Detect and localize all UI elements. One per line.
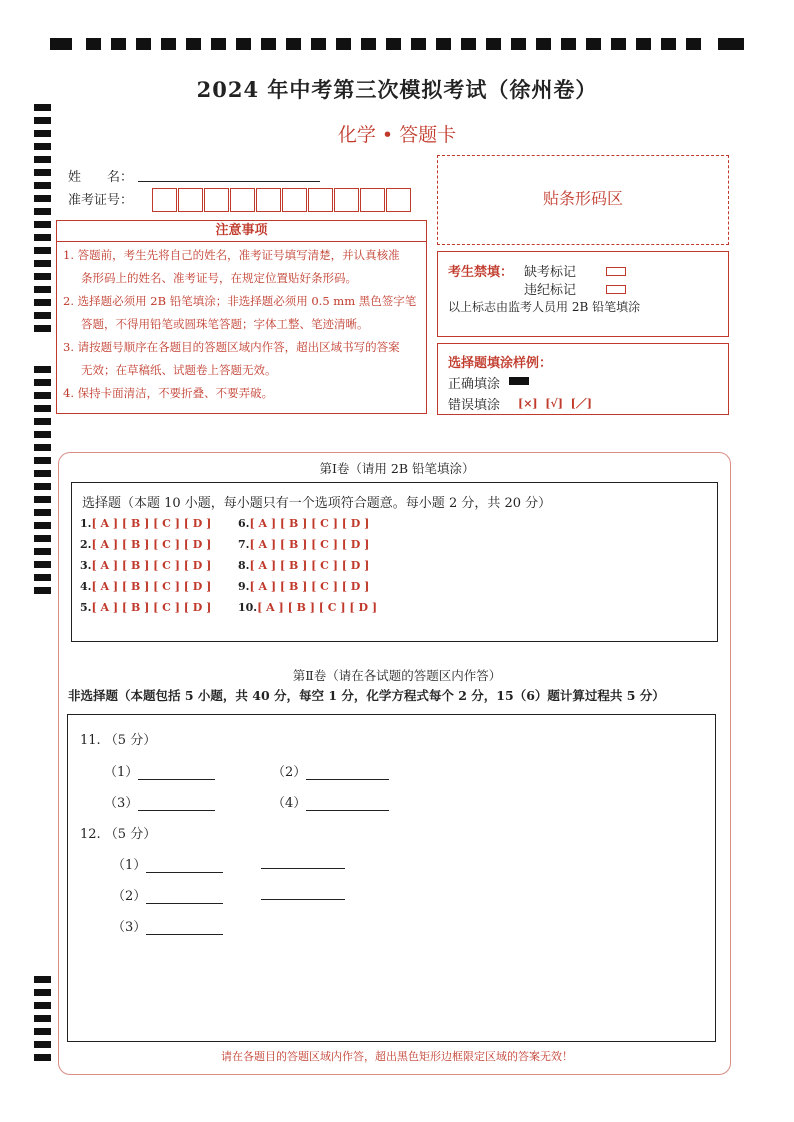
timing-mark (34, 299, 51, 306)
footer-warning: 请在各题目的答题区域内作答，超出黑色矩形边框限定区域的答案无效！ (221, 1050, 573, 1063)
timing-mark (34, 522, 51, 529)
q11-blank-3[interactable]: （3） (104, 792, 215, 811)
notice-title: 注意事项 (57, 221, 426, 242)
choice-question-4[interactable]: 4.[ A ] [ B ] [ C ] [ D ] (80, 580, 212, 593)
timing-mark (34, 156, 51, 163)
timing-mark (34, 208, 51, 215)
notice-box (56, 220, 427, 414)
choice-question-3[interactable]: 3.[ A ] [ B ] [ C ] [ D ] (80, 559, 212, 572)
fill-example-box (437, 343, 729, 415)
choice-question-1[interactable]: 1.[ A ] [ B ] [ C ] [ D ] (80, 517, 212, 530)
timing-mark (34, 247, 51, 254)
exam-id-digit-box[interactable] (256, 188, 281, 212)
exam-id-digit-box[interactable] (360, 188, 385, 212)
timing-mark (561, 38, 576, 50)
timing-mark (661, 38, 676, 50)
timing-mark (436, 38, 451, 50)
absent-mark-box[interactable] (606, 267, 626, 276)
timing-mark (34, 104, 51, 111)
barcode-area (437, 155, 729, 245)
choice-question-6[interactable]: 6.[ A ] [ B ] [ C ] [ D ] (238, 517, 370, 530)
q11-blank-1[interactable]: （1） (104, 761, 215, 780)
timing-mark (34, 1041, 51, 1048)
exam-id-digit-box[interactable] (178, 188, 203, 212)
timing-mark (34, 325, 51, 332)
timing-mark (586, 38, 601, 50)
fill-example-title: 选择题填涂样例： (448, 356, 553, 371)
page-subtitle: 化学 • 答题卡 (337, 124, 457, 146)
timing-mark (86, 38, 101, 50)
timing-mark (386, 38, 401, 50)
exam-id-digit-box[interactable] (230, 188, 255, 212)
choice-question-2[interactable]: 2.[ A ] [ B ] [ C ] [ D ] (80, 538, 212, 551)
correct-fill-sample (509, 377, 529, 385)
timing-mark (111, 38, 126, 50)
violation-mark-box[interactable] (606, 285, 626, 294)
exam-id-digit-box[interactable] (152, 188, 177, 212)
exam-id-digit-box[interactable] (308, 188, 333, 212)
timing-mark (34, 182, 51, 189)
timing-mark (536, 38, 551, 50)
notice-item: 1. 答题前，考生先将自己的姓名，准考证号填写清楚，并认真核准 (63, 248, 400, 262)
wrong-fill-label: 错误填涂 (448, 398, 501, 413)
q12-blank-3[interactable]: （3） (112, 916, 223, 935)
part2-heading: 第Ⅱ卷（请在各试题的答题区内作答） (292, 668, 502, 683)
timing-mark (34, 509, 51, 516)
notice-item: 4. 保持卡面清洁，不要折叠、不要弄破。 (63, 386, 274, 400)
timing-mark (336, 38, 351, 50)
wrong-fill-samples: [×] [√] [／] (518, 397, 592, 410)
timing-mark (34, 587, 51, 594)
timing-mark (34, 548, 51, 555)
exam-id-digit-box[interactable] (386, 188, 411, 212)
timing-mark (611, 38, 626, 50)
barcode-label: 贴条形码区 (542, 189, 623, 208)
notice-item: 2. 选择题必须用 2B 铅笔填涂；非选择题必须用 0.5 mm 黑色签字笔 (63, 294, 417, 308)
timing-mark (34, 418, 51, 425)
exam-id-label: 准考证号： (68, 193, 134, 208)
page-title: 2024 年中考第三次模拟考试（徐州卷） (196, 77, 598, 102)
timing-mark (161, 38, 176, 50)
notice-item: 答题，不得用铅笔或圆珠笔答题；字体工整、笔迹清晰。 (81, 317, 369, 331)
part1-box (71, 482, 718, 642)
timing-mark (34, 496, 51, 503)
proctor-only-label: 考生禁填： (448, 265, 514, 280)
timing-mark (34, 169, 51, 176)
q12-blank-2[interactable]: （2） (112, 885, 223, 904)
question-11-label: 11. （5 分） (80, 733, 157, 748)
timing-mark (686, 38, 701, 50)
timing-mark (34, 989, 51, 996)
timing-mark (34, 1015, 51, 1022)
timing-mark (34, 273, 51, 280)
timing-mark (34, 286, 51, 293)
timing-mark (50, 38, 72, 50)
q12-blank-1[interactable]: （1） (112, 854, 223, 873)
q12-blank-1b[interactable] (261, 854, 345, 869)
timing-mark (34, 483, 51, 490)
timing-mark (261, 38, 276, 50)
timing-mark (286, 38, 301, 50)
part2-instruction: 非选择题（本题包括 5 小题，共 40 分，每空 1 分，化学方程式每个 2 分，15（6）题计算过程共 5 分） (68, 688, 665, 703)
timing-mark (34, 379, 51, 386)
proctor-only-box (437, 251, 729, 337)
timing-mark (34, 976, 51, 983)
choice-question-9[interactable]: 9.[ A ] [ B ] [ C ] [ D ] (238, 580, 370, 593)
q11-blank-4[interactable]: （4） (272, 792, 389, 811)
part2-box (67, 714, 716, 1042)
timing-mark (636, 38, 651, 50)
timing-mark (34, 405, 51, 412)
timing-mark (311, 38, 326, 50)
timing-mark (461, 38, 476, 50)
timing-mark (361, 38, 376, 50)
timing-mark (34, 221, 51, 228)
timing-mark (34, 431, 51, 438)
q12-blank-2b[interactable] (261, 885, 345, 900)
question-12-label: 12. （5 分） (80, 827, 157, 842)
timing-mark (236, 38, 251, 50)
choice-question-7[interactable]: 7.[ A ] [ B ] [ C ] [ D ] (238, 538, 370, 551)
choice-question-8[interactable]: 8.[ A ] [ B ] [ C ] [ D ] (238, 559, 370, 572)
timing-mark (34, 195, 51, 202)
timing-mark (34, 392, 51, 399)
exam-id-digit-box[interactable] (204, 188, 229, 212)
choice-question-5[interactable]: 5.[ A ] [ B ] [ C ] [ D ] (80, 601, 212, 614)
exam-id-digit-box[interactable] (334, 188, 359, 212)
timing-mark (34, 234, 51, 241)
timing-mark (136, 38, 151, 50)
timing-mark (34, 1002, 51, 1009)
timing-mark (34, 312, 51, 319)
timing-mark (34, 1028, 51, 1035)
exam-id-digit-box[interactable] (282, 188, 307, 212)
violation-mark-label: 违纪标记 (524, 283, 577, 298)
timing-mark (211, 38, 226, 50)
timing-mark (718, 38, 744, 50)
name-field[interactable] (138, 181, 320, 182)
timing-mark (34, 260, 51, 267)
proctor-note: 以上标志由监考人员用 2B 铅笔填涂 (448, 300, 641, 314)
timing-mark (486, 38, 501, 50)
q11-blank-2[interactable]: （2） (272, 761, 389, 780)
correct-fill-label: 正确填涂 (448, 377, 501, 392)
timing-mark (34, 561, 51, 568)
timing-mark (511, 38, 526, 50)
name-label: 姓 名： (68, 170, 134, 185)
part1-instruction: 选择题（本题 10 小题，每小题只有一个选项符合题意。每小题 2 分，共 20 分） (82, 496, 552, 511)
notice-item: 无效；在草稿纸、试题卷上答题无效。 (81, 363, 277, 377)
timing-mark (411, 38, 426, 50)
notice-item: 条形码上的姓名、准考证号，在规定位置贴好条形码。 (81, 271, 357, 285)
timing-mark (34, 366, 51, 373)
timing-mark (34, 574, 51, 581)
absent-mark-label: 缺考标记 (524, 265, 577, 280)
timing-mark (34, 535, 51, 542)
timing-mark (34, 444, 51, 451)
choice-question-10[interactable]: 10.[ A ] [ B ] [ C ] [ D ] (238, 601, 378, 614)
timing-mark (186, 38, 201, 50)
notice-item: 3. 请按题号顺序在各题目的答题区域内作答，超出区域书写的答案 (63, 340, 400, 354)
part1-heading: 第Ⅰ卷（请用 2B 铅笔填涂） (319, 461, 475, 476)
